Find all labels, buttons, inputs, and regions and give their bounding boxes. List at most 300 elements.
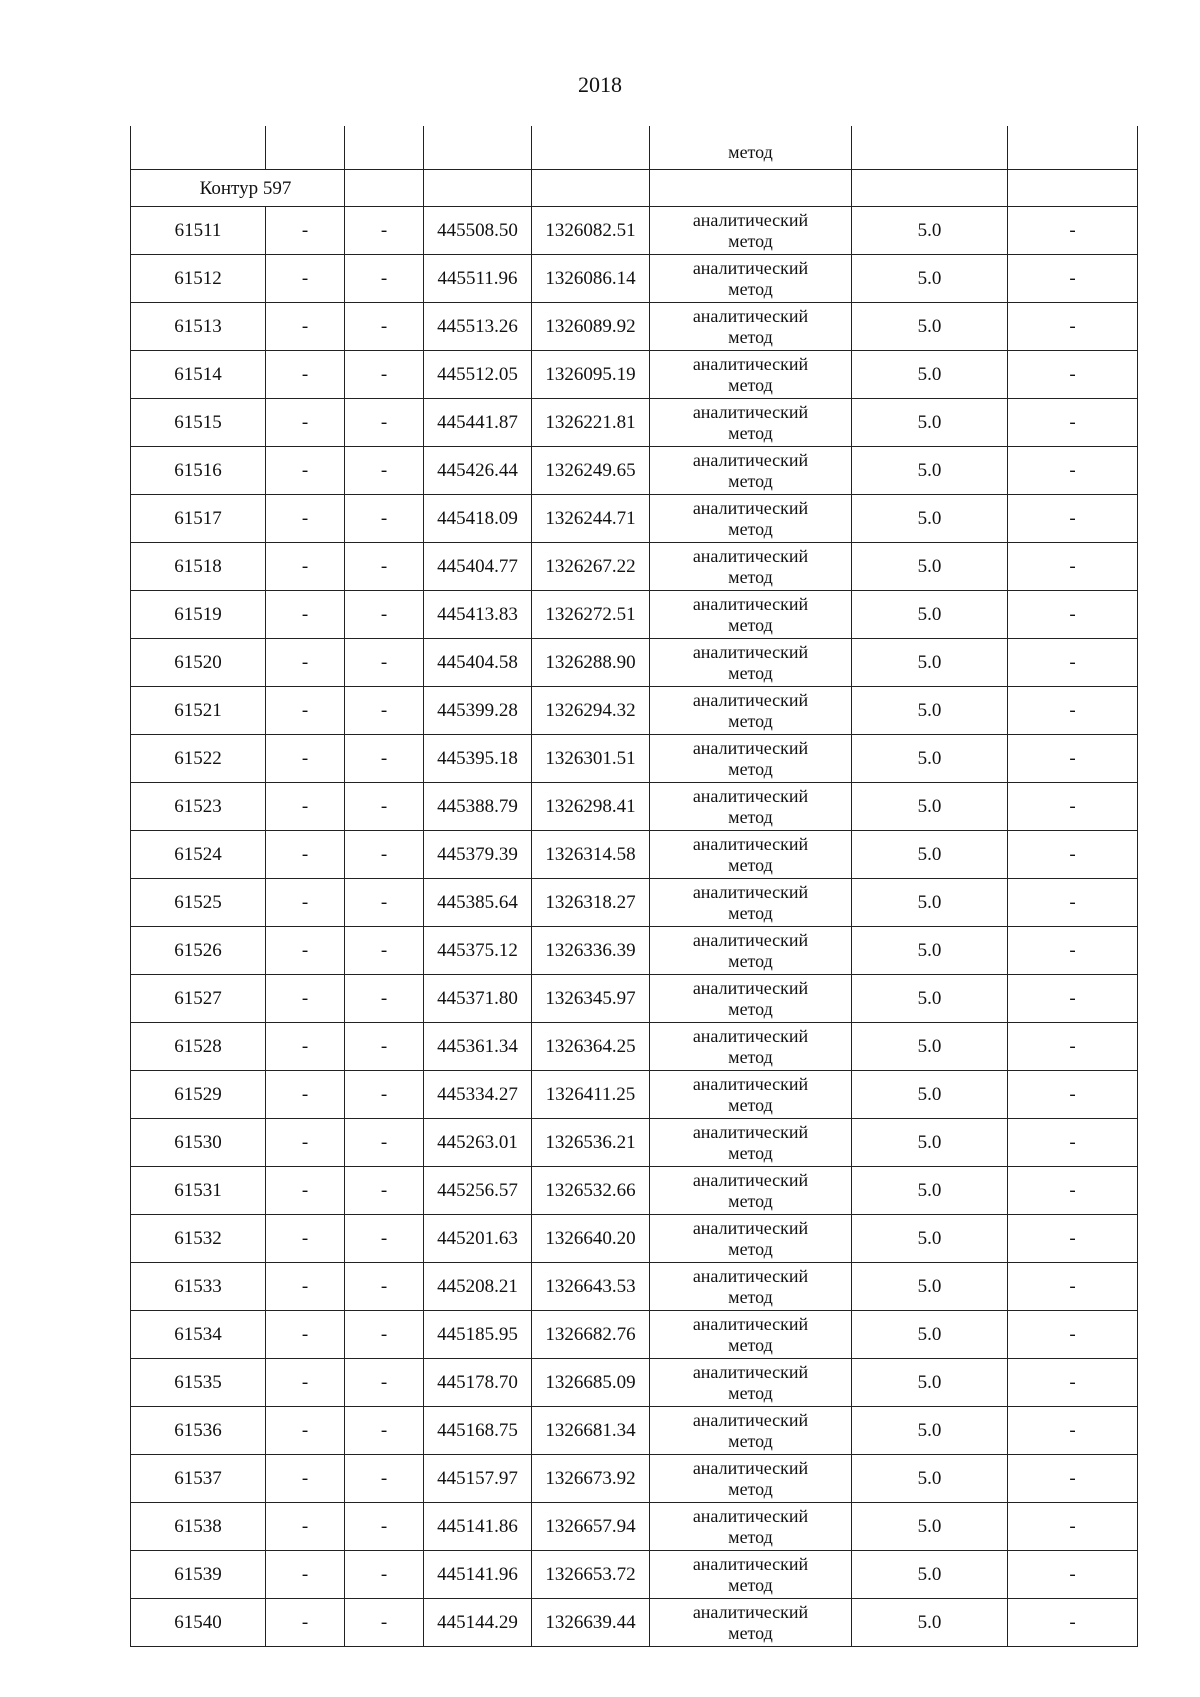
accuracy-cell: 5.0	[852, 1167, 1008, 1215]
point-id-cell: 61515	[131, 399, 266, 447]
method-line-2: метод	[728, 422, 773, 443]
empty-cell	[424, 170, 532, 207]
dash-cell: -	[345, 591, 424, 639]
dash-cell: -	[1008, 1071, 1138, 1119]
dash-cell: -	[1008, 591, 1138, 639]
x-coordinate-cell: 445168.75	[424, 1407, 532, 1455]
method-line-2: метод	[728, 278, 773, 299]
x-coordinate-cell: 445395.18	[424, 735, 532, 783]
x-coordinate-cell: 445144.29	[424, 1599, 532, 1647]
table-row	[131, 927, 1138, 975]
method-line-1: аналитический	[692, 545, 809, 566]
method-cell	[650, 1503, 852, 1551]
x-coordinate-cell: 445375.12	[424, 927, 532, 975]
method-cell	[650, 1023, 852, 1071]
method-cell	[650, 1119, 852, 1167]
dash-cell: -	[345, 495, 424, 543]
point-id-cell: 61511	[131, 207, 266, 255]
dash-cell: -	[345, 783, 424, 831]
dash-cell: -	[1008, 1311, 1138, 1359]
table-row	[131, 1263, 1138, 1311]
dash-cell: -	[1008, 1359, 1138, 1407]
x-coordinate-cell: 445385.64	[424, 879, 532, 927]
method-cell	[650, 1215, 852, 1263]
x-coordinate-cell: 445404.77	[424, 543, 532, 591]
dash-cell: -	[266, 879, 345, 927]
dash-cell: -	[345, 1503, 424, 1551]
method-line-1: аналитический	[692, 1505, 809, 1526]
table-row	[131, 1311, 1138, 1359]
point-id-cell: 61521	[131, 687, 266, 735]
contour-label: Контур 597	[131, 170, 345, 207]
dash-cell: -	[345, 975, 424, 1023]
table-body	[131, 126, 1138, 1647]
dash-cell: -	[1008, 975, 1138, 1023]
method-line-2: метод	[728, 806, 773, 827]
table-row	[131, 1551, 1138, 1599]
method-line-1: аналитический	[692, 1601, 809, 1622]
y-coordinate-cell: 1326089.92	[532, 303, 650, 351]
table-row	[131, 975, 1138, 1023]
dash-cell: -	[345, 255, 424, 303]
method-cell	[650, 831, 852, 879]
method-line-2: метод	[728, 230, 773, 251]
y-coordinate-cell: 1326532.66	[532, 1167, 650, 1215]
dash-cell: -	[345, 351, 424, 399]
y-coordinate-cell: 1326301.51	[532, 735, 650, 783]
dash-cell: -	[345, 1407, 424, 1455]
dash-cell: -	[266, 1119, 345, 1167]
dash-cell: -	[1008, 1551, 1138, 1599]
accuracy-cell: 5.0	[852, 591, 1008, 639]
point-id-cell: 61531	[131, 1167, 266, 1215]
method-cell	[650, 1599, 852, 1647]
table-row	[131, 255, 1138, 303]
dash-cell: -	[266, 255, 345, 303]
method-line-2: метод	[728, 1238, 773, 1259]
method-cell	[650, 639, 852, 687]
dash-cell: -	[266, 495, 345, 543]
y-coordinate-cell: 1326314.58	[532, 831, 650, 879]
method-line-1: аналитический	[692, 833, 809, 854]
point-id-cell: 61537	[131, 1455, 266, 1503]
dash-cell: -	[345, 1263, 424, 1311]
accuracy-cell: 5.0	[852, 975, 1008, 1023]
accuracy-cell: 5.0	[852, 351, 1008, 399]
method-line-2: метод	[728, 374, 773, 395]
table-row	[131, 351, 1138, 399]
dash-cell: -	[1008, 1167, 1138, 1215]
x-coordinate-cell: 445508.50	[424, 207, 532, 255]
method-cell: метод	[650, 126, 852, 170]
table-row	[131, 495, 1138, 543]
y-coordinate-cell: 1326536.21	[532, 1119, 650, 1167]
method-line-1: аналитический	[692, 1265, 809, 1286]
x-coordinate-cell: 445426.44	[424, 447, 532, 495]
coordinates-table	[130, 126, 1138, 1647]
point-id-cell: 61512	[131, 255, 266, 303]
accuracy-cell: 5.0	[852, 1215, 1008, 1263]
y-coordinate-cell: 1326657.94	[532, 1503, 650, 1551]
method-cell	[650, 495, 852, 543]
x-coordinate-cell: 445388.79	[424, 783, 532, 831]
method-line-1: аналитический	[692, 305, 809, 326]
dash-cell: -	[345, 303, 424, 351]
x-coordinate-cell: 445418.09	[424, 495, 532, 543]
y-coordinate-cell: 1326244.71	[532, 495, 650, 543]
method-line-1: аналитический	[692, 1073, 809, 1094]
point-id-cell: 61519	[131, 591, 266, 639]
method-line-1: аналитический	[692, 593, 809, 614]
method-line-2: метод	[728, 1334, 773, 1355]
table-row	[131, 831, 1138, 879]
accuracy-cell: 5.0	[852, 735, 1008, 783]
table-row	[131, 735, 1138, 783]
empty-cell	[345, 170, 424, 207]
method-line-2: метод	[728, 1430, 773, 1451]
dash-cell: -	[345, 207, 424, 255]
dash-cell: -	[266, 1359, 345, 1407]
table-row	[131, 1503, 1138, 1551]
point-id-cell: 61527	[131, 975, 266, 1023]
empty-cell	[1008, 126, 1138, 170]
accuracy-cell: 5.0	[852, 1407, 1008, 1455]
method-line-1: аналитический	[692, 209, 809, 230]
y-coordinate-cell: 1326345.97	[532, 975, 650, 1023]
point-id-cell: 61535	[131, 1359, 266, 1407]
y-coordinate-cell: 1326681.34	[532, 1407, 650, 1455]
point-id-cell: 61516	[131, 447, 266, 495]
point-id-cell: 61529	[131, 1071, 266, 1119]
dash-cell: -	[345, 1023, 424, 1071]
dash-cell: -	[266, 1311, 345, 1359]
point-id-cell: 61534	[131, 1311, 266, 1359]
method-line-2: метод	[728, 1382, 773, 1403]
method-line-2: метод	[728, 326, 773, 347]
dash-cell: -	[266, 975, 345, 1023]
accuracy-cell: 5.0	[852, 1311, 1008, 1359]
accuracy-cell: 5.0	[852, 1071, 1008, 1119]
empty-cell	[532, 170, 650, 207]
empty-cell	[131, 126, 266, 170]
dash-cell: -	[345, 831, 424, 879]
method-cell	[650, 927, 852, 975]
method-line-1: аналитический	[692, 1121, 809, 1142]
dash-cell: -	[1008, 1599, 1138, 1647]
empty-cell	[266, 126, 345, 170]
dash-cell: -	[1008, 1215, 1138, 1263]
method-cell	[650, 735, 852, 783]
method-line-2: метод	[728, 566, 773, 587]
accuracy-cell: 5.0	[852, 1023, 1008, 1071]
dash-cell: -	[1008, 831, 1138, 879]
method-cell	[650, 207, 852, 255]
method-cell	[650, 351, 852, 399]
y-coordinate-cell: 1326639.44	[532, 1599, 650, 1647]
dash-cell: -	[1008, 927, 1138, 975]
dash-cell: -	[266, 399, 345, 447]
method-cell	[650, 303, 852, 351]
accuracy-cell: 5.0	[852, 255, 1008, 303]
method-line-2: метод	[728, 662, 773, 683]
dash-cell: -	[1008, 543, 1138, 591]
method-line-2: метод	[728, 1574, 773, 1595]
y-coordinate-cell: 1326640.20	[532, 1215, 650, 1263]
table-row	[131, 543, 1138, 591]
empty-cell	[1008, 170, 1138, 207]
y-coordinate-cell: 1326221.81	[532, 399, 650, 447]
dash-cell: -	[266, 1407, 345, 1455]
method-line-1: аналитический	[692, 1217, 809, 1238]
method-line-2: метод	[728, 1046, 773, 1067]
table-row	[131, 1215, 1138, 1263]
y-coordinate-cell: 1326336.39	[532, 927, 650, 975]
dash-cell: -	[345, 1551, 424, 1599]
accuracy-cell: 5.0	[852, 1599, 1008, 1647]
accuracy-cell: 5.0	[852, 687, 1008, 735]
x-coordinate-cell: 445141.96	[424, 1551, 532, 1599]
method-line-2: метод	[728, 710, 773, 731]
point-id-cell: 61513	[131, 303, 266, 351]
method-line-2: метод	[728, 470, 773, 491]
y-coordinate-cell: 1326095.19	[532, 351, 650, 399]
dash-cell: -	[266, 1023, 345, 1071]
method-line-1: аналитический	[692, 881, 809, 902]
dash-cell: -	[345, 1167, 424, 1215]
dash-cell: -	[266, 1263, 345, 1311]
table-row	[131, 1167, 1138, 1215]
dash-cell: -	[1008, 1455, 1138, 1503]
accuracy-cell: 5.0	[852, 783, 1008, 831]
accuracy-cell: 5.0	[852, 831, 1008, 879]
method-cell	[650, 1311, 852, 1359]
y-coordinate-cell: 1326288.90	[532, 639, 650, 687]
dash-cell: -	[266, 639, 345, 687]
dash-cell: -	[1008, 207, 1138, 255]
y-coordinate-cell: 1326685.09	[532, 1359, 650, 1407]
dash-cell: -	[1008, 1263, 1138, 1311]
dash-cell: -	[1008, 255, 1138, 303]
point-id-cell: 61518	[131, 543, 266, 591]
point-id-cell: 61532	[131, 1215, 266, 1263]
method-line-2: метод	[728, 950, 773, 971]
dash-cell: -	[266, 207, 345, 255]
method-line-1: аналитический	[692, 1457, 809, 1478]
method-line-1: аналитический	[692, 1361, 809, 1382]
point-id-cell: 61539	[131, 1551, 266, 1599]
point-id-cell: 61523	[131, 783, 266, 831]
accuracy-cell: 5.0	[852, 207, 1008, 255]
empty-cell	[345, 126, 424, 170]
y-coordinate-cell: 1326272.51	[532, 591, 650, 639]
point-id-cell: 61540	[131, 1599, 266, 1647]
method-cell	[650, 975, 852, 1023]
point-id-cell: 61538	[131, 1503, 266, 1551]
dash-cell: -	[345, 543, 424, 591]
method-line-2: метод	[728, 1142, 773, 1163]
point-id-cell: 61525	[131, 879, 266, 927]
y-coordinate-cell: 1326318.27	[532, 879, 650, 927]
dash-cell: -	[345, 1359, 424, 1407]
table-row	[131, 879, 1138, 927]
y-coordinate-cell: 1326086.14	[532, 255, 650, 303]
page-number: 2018	[578, 72, 622, 97]
point-id-cell: 61528	[131, 1023, 266, 1071]
dash-cell: -	[266, 1503, 345, 1551]
x-coordinate-cell: 445512.05	[424, 351, 532, 399]
y-coordinate-cell: 1326298.41	[532, 783, 650, 831]
x-coordinate-cell: 445334.27	[424, 1071, 532, 1119]
method-line-2: метод	[728, 1478, 773, 1499]
point-id-cell: 61530	[131, 1119, 266, 1167]
method-line-2: метод	[728, 1622, 773, 1643]
method-cell	[650, 1359, 852, 1407]
method-line-1: аналитический	[692, 449, 809, 470]
method-line-2: метод	[728, 998, 773, 1019]
method-line-2: метод	[728, 1094, 773, 1115]
point-id-cell: 61520	[131, 639, 266, 687]
point-id-cell: 61526	[131, 927, 266, 975]
dash-cell: -	[1008, 687, 1138, 735]
table-row	[131, 1119, 1138, 1167]
x-coordinate-cell: 445371.80	[424, 975, 532, 1023]
method-line-1: аналитический	[692, 1169, 809, 1190]
table-row	[131, 399, 1138, 447]
dash-cell: -	[266, 735, 345, 783]
empty-cell	[852, 126, 1008, 170]
dash-cell: -	[345, 1311, 424, 1359]
empty-cell	[650, 170, 852, 207]
dash-cell: -	[345, 1119, 424, 1167]
dash-cell: -	[1008, 351, 1138, 399]
x-coordinate-cell: 445201.63	[424, 1215, 532, 1263]
dash-cell: -	[1008, 1503, 1138, 1551]
method-line-1: аналитический	[692, 1553, 809, 1574]
dash-cell: -	[266, 351, 345, 399]
x-coordinate-cell: 445141.86	[424, 1503, 532, 1551]
x-coordinate-cell: 445361.34	[424, 1023, 532, 1071]
method-line-2: метод	[728, 1526, 773, 1547]
y-coordinate-cell: 1326682.76	[532, 1311, 650, 1359]
method-line-1: аналитический	[692, 641, 809, 662]
accuracy-cell: 5.0	[852, 399, 1008, 447]
method-line-1: аналитический	[692, 353, 809, 374]
table-row	[131, 207, 1138, 255]
dash-cell: -	[1008, 639, 1138, 687]
dash-cell: -	[266, 591, 345, 639]
dash-cell: -	[1008, 1407, 1138, 1455]
y-coordinate-cell: 1326411.25	[532, 1071, 650, 1119]
dash-cell: -	[1008, 879, 1138, 927]
y-coordinate-cell: 1326294.32	[532, 687, 650, 735]
dash-cell: -	[345, 1599, 424, 1647]
dash-cell: -	[1008, 1023, 1138, 1071]
method-line-2: метод	[728, 758, 773, 779]
dash-cell: -	[1008, 735, 1138, 783]
method-cell	[650, 543, 852, 591]
accuracy-cell: 5.0	[852, 639, 1008, 687]
y-coordinate-cell: 1326249.65	[532, 447, 650, 495]
table-row	[131, 1599, 1138, 1647]
x-coordinate-cell: 445513.26	[424, 303, 532, 351]
empty-cell	[852, 170, 1008, 207]
method-line-1: аналитический	[692, 497, 809, 518]
method-line-1: аналитический	[692, 689, 809, 710]
accuracy-cell: 5.0	[852, 1551, 1008, 1599]
accuracy-cell: 5.0	[852, 543, 1008, 591]
table-row	[131, 447, 1138, 495]
x-coordinate-cell: 445263.01	[424, 1119, 532, 1167]
method-cell	[650, 687, 852, 735]
table-row	[131, 1023, 1138, 1071]
dash-cell: -	[345, 879, 424, 927]
point-id-cell: 61514	[131, 351, 266, 399]
x-coordinate-cell: 445379.39	[424, 831, 532, 879]
y-coordinate-cell: 1326082.51	[532, 207, 650, 255]
accuracy-cell: 5.0	[852, 927, 1008, 975]
dash-cell: -	[266, 1167, 345, 1215]
dash-cell: -	[1008, 447, 1138, 495]
point-id-cell: 61517	[131, 495, 266, 543]
method-line-1: аналитический	[692, 257, 809, 278]
accuracy-cell: 5.0	[852, 1119, 1008, 1167]
method-line-1: аналитический	[692, 977, 809, 998]
table-row	[131, 639, 1138, 687]
accuracy-cell: 5.0	[852, 879, 1008, 927]
dash-cell: -	[266, 783, 345, 831]
dash-cell: -	[266, 687, 345, 735]
dash-cell: -	[1008, 399, 1138, 447]
method-line-2: метод	[728, 518, 773, 539]
dash-cell: -	[266, 303, 345, 351]
dash-cell: -	[345, 1215, 424, 1263]
table-row	[131, 303, 1138, 351]
method-cell	[650, 399, 852, 447]
dash-cell: -	[266, 1215, 345, 1263]
x-coordinate-cell: 445441.87	[424, 399, 532, 447]
table-row	[131, 783, 1138, 831]
dash-cell: -	[266, 447, 345, 495]
dash-cell: -	[345, 687, 424, 735]
point-id-cell: 61536	[131, 1407, 266, 1455]
method-line-1: аналитический	[692, 929, 809, 950]
method-cell	[650, 879, 852, 927]
dash-cell: -	[345, 639, 424, 687]
dash-cell: -	[345, 447, 424, 495]
method-line-2: метод	[728, 854, 773, 875]
empty-cell	[424, 126, 532, 170]
dash-cell: -	[345, 1455, 424, 1503]
dash-cell: -	[266, 1071, 345, 1119]
x-coordinate-cell: 445178.70	[424, 1359, 532, 1407]
method-line-2: метод	[728, 614, 773, 635]
dash-cell: -	[266, 1551, 345, 1599]
method-cell	[650, 1167, 852, 1215]
point-id-cell: 61533	[131, 1263, 266, 1311]
x-coordinate-cell: 445511.96	[424, 255, 532, 303]
x-coordinate-cell: 445208.21	[424, 1263, 532, 1311]
y-coordinate-cell: 1326673.92	[532, 1455, 650, 1503]
method-cell	[650, 1455, 852, 1503]
dash-cell: -	[266, 1599, 345, 1647]
method-line-1: аналитический	[692, 1313, 809, 1334]
dash-cell: -	[1008, 495, 1138, 543]
method-line-1: аналитический	[692, 785, 809, 806]
method-line-1: аналитический	[692, 1025, 809, 1046]
empty-cell	[532, 126, 650, 170]
method-line-1: аналитический	[692, 737, 809, 758]
dash-cell: -	[345, 735, 424, 783]
